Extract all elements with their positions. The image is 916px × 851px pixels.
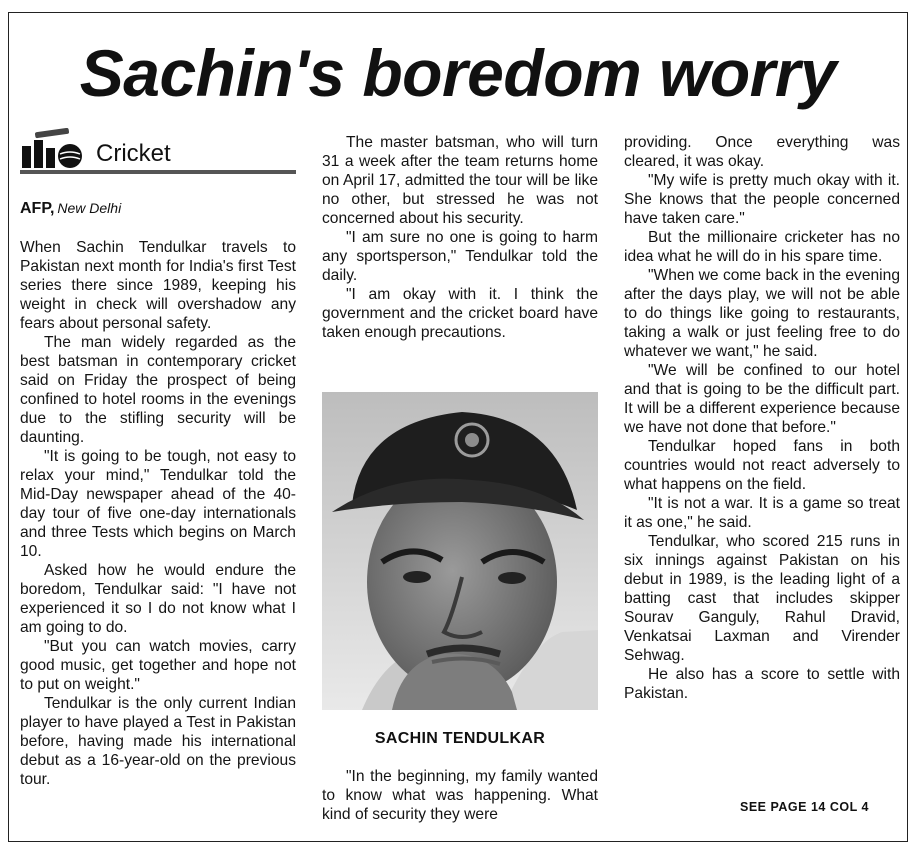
headline: Sachin's boredom worry [79, 36, 837, 110]
article-paragraph: The master batsman, who will turn 31 a week after the team returns home on April 17, admitted the tour will be like no other, but stressed he was not concerned about his security. [322, 134, 598, 227]
article-paragraph: "But you can watch movies, carry good music, get together and hope not to put on weight." [20, 638, 296, 693]
article-paragraph: "When we come back in the evening after the days play, we will not be able to do things like going to restaurants, taking a walk or just feeling free to do whatever we want," he said. [624, 267, 900, 360]
article-paragraph: "In the beginning, my family wanted to know what was happening. What kind of security they were [322, 768, 598, 823]
byline-agency: AFP, [20, 200, 55, 217]
article-paragraph: "My wife is pretty much okay with it. She knows that the people concerned have taken care." [624, 172, 900, 227]
article-paragraph: "I am sure no one is going to harm any sportsperson," Tendulkar told the daily. [322, 229, 598, 284]
article-paragraph: "I am okay with it. I think the government and the cricket board have taken enough precautions. [322, 286, 598, 341]
article-paragraph: providing. Once everything was cleared, it was okay. [624, 134, 900, 170]
article-paragraph: "It is not a war. It is a game so treat it as one," he said. [624, 495, 900, 531]
article-column-2-bottom [322, 767, 598, 824]
article-paragraph: He also has a score to settle with Pakistan. [624, 666, 900, 702]
cricket-bat-ball-icon [20, 128, 90, 170]
sachin-tendulkar-photo [322, 392, 598, 710]
article-paragraph: The man widely regarded as the best batsman in contemporary cricket said on Friday the prospect of being confined to hotel rooms in the evenings due to the stifling security will be daunting. [20, 334, 296, 446]
article-paragraph: Tendulkar is the only current Indian player to have played a Test in Pakistan before, having made his international debut as a 16-year-old on the previous tour. [20, 695, 296, 788]
section-rule [20, 170, 296, 174]
article-paragraph: Tendulkar hoped fans in both countries would not react adversely to what happens on the field. [624, 438, 900, 493]
byline-dateline: New Delhi [57, 200, 122, 216]
photo-caption: SACHIN TENDULKAR [374, 730, 546, 747]
article-paragraph: "It is going to be tough, not easy to relax your mind," Tendulkar told the Mid-Day newspaper ahead of the 40-day tour of five one-day internationals and three Tests which begins on March 10. [20, 448, 296, 560]
article-column-3 [624, 133, 900, 703]
article-column-1 [20, 238, 296, 789]
article-paragraph: Asked how he would endure the boredom, Tendulkar said: "I have not experienced it so I do not know what I am going to do. [20, 562, 296, 636]
article-paragraph: "We will be confined to our hotel and that is going to be the difficult part. It will be a different experience because we have not done that before." [624, 362, 900, 436]
continuation-note: SEE PAGE 14 COL 4 [740, 800, 869, 814]
article-paragraph: When Sachin Tendulkar travels to Pakistan next month for India's first Test series there since 1989, keeping his weight in check will overshadow any fears about personal safety. [20, 239, 296, 332]
article-column-2 [322, 133, 598, 342]
article-paragraph: Tendulkar, who scored 215 runs in six innings against Pakistan on his debut in 1989, is the leading light of a batting cast that includes skipper Sourav Ganguly, Rahul Dravid, Venkatsai Laxman and Virender Sehwag. [624, 533, 900, 664]
article-paragraph: But the millionaire cricketer has no idea what he will do in his spare time. [624, 229, 900, 265]
byline [20, 200, 121, 218]
section-label: Cricket [96, 140, 171, 167]
